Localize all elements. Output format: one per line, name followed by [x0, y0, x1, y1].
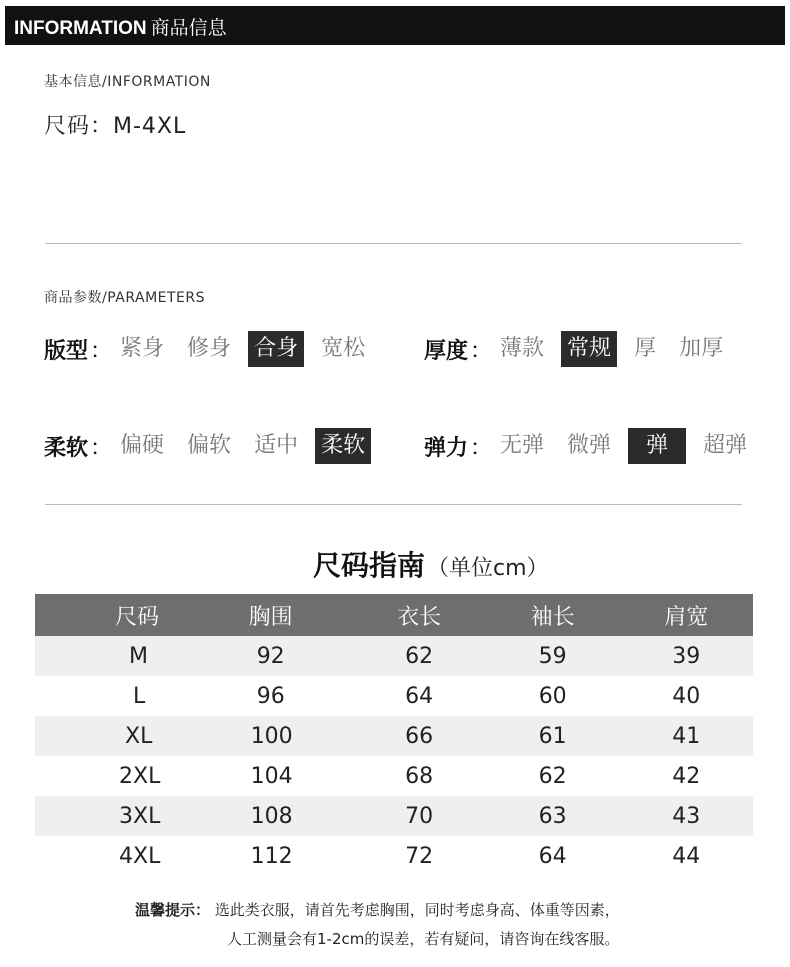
table-row	[35, 796, 753, 836]
table-cell: 100	[250, 723, 293, 749]
table-cell: M	[129, 643, 148, 669]
param-option: 加厚	[679, 336, 724, 361]
header-cell: 胸围	[248, 604, 293, 630]
param-option-selected: 合身	[248, 331, 304, 367]
size-guide-title	[313, 544, 549, 584]
table-cell: 63	[538, 803, 567, 829]
header-title-cn: 商品信息	[150, 17, 227, 39]
header-cell: 尺码	[115, 604, 160, 630]
table-cell: 108	[250, 803, 293, 829]
table-cell: 44	[672, 843, 701, 869]
divider-bottom	[45, 504, 742, 505]
param-name: 版型	[44, 338, 89, 364]
table-cell: 72	[405, 843, 434, 869]
param-option: 适中	[254, 433, 299, 458]
table-row	[35, 676, 753, 716]
param-name: 柔软	[44, 435, 89, 461]
param-row-elasticity: 弹力 ： 无弹 微弹 弹 超弹	[424, 428, 764, 464]
table-cell: 39	[672, 643, 701, 669]
param-option: 无弹	[500, 433, 545, 458]
header-title	[14, 13, 227, 40]
table-cell: 112	[250, 843, 293, 869]
table-cell: 2XL	[119, 763, 161, 789]
header-cell: 衣长	[397, 604, 442, 630]
param-row-fit: 版型 ： 紧身 修身 合身 宽松	[44, 331, 382, 367]
table-cell: 62	[405, 643, 434, 669]
param-option: 宽松	[321, 336, 366, 361]
table-cell: 64	[538, 843, 567, 869]
header-bar	[5, 6, 785, 45]
param-option: 偏硬	[120, 433, 165, 458]
table-cell: 61	[538, 723, 567, 749]
param-option-selected: 弹	[628, 428, 686, 464]
table-cell: 68	[405, 763, 434, 789]
table-cell: 3XL	[119, 803, 161, 829]
param-name: 厚度	[424, 338, 469, 364]
header-title-en: INFORMATION	[14, 18, 147, 39]
table-row	[35, 756, 753, 796]
table-cell: 41	[672, 723, 701, 749]
tip-line-2: 人工测量会有1-2cm的误差，若有疑问，请咨询在线客服。	[227, 930, 620, 948]
param-option: 薄款	[500, 336, 545, 361]
param-name: 弹力	[424, 435, 469, 461]
table-header	[35, 594, 753, 636]
table-cell: 43	[672, 803, 701, 829]
header-cell: 袖长	[530, 604, 575, 630]
param-option-selected: 常规	[561, 331, 617, 367]
table-cell: 4XL	[119, 843, 161, 869]
table-cell: 104	[250, 763, 293, 789]
param-option: 微弹	[567, 433, 612, 458]
table-cell: 64	[405, 683, 434, 709]
param-option: 厚	[634, 336, 657, 361]
tip-line-1	[135, 899, 620, 920]
header-cell: 肩宽	[664, 604, 709, 630]
param-row-thickness: 厚度 ： 薄款 常规 厚 加厚	[424, 331, 740, 367]
table-cell: 92	[256, 643, 285, 669]
param-option: 紧身	[120, 336, 165, 361]
size-guide-heading: 尺码指南	[313, 549, 426, 582]
size-guide-unit: （单位cm）	[427, 556, 549, 581]
param-option: 超弹	[703, 433, 748, 458]
divider-top	[45, 243, 742, 244]
table-cell: 66	[405, 723, 434, 749]
table-row	[35, 636, 753, 676]
table-cell: 60	[538, 683, 567, 709]
param-row-softness: 柔软 ： 偏硬 偏软 适中 柔软	[44, 428, 382, 464]
table-row	[35, 716, 753, 756]
table-cell: 70	[405, 803, 434, 829]
table-cell: XL	[125, 723, 153, 749]
params-section-label: 商品参数/PARAMETERS	[44, 290, 206, 306]
size-table	[35, 594, 753, 876]
info-section-label: 基本信息/INFORMATION	[44, 74, 211, 90]
tip-text-1: 选此类衣服，请首先考虑胸围，同时考虑身高、体重等因素，	[214, 901, 620, 919]
table-cell: 40	[672, 683, 701, 709]
table-cell: 96	[256, 683, 285, 709]
table-cell: 42	[672, 763, 701, 789]
tip-label: 温馨提示：	[135, 901, 211, 919]
param-option: 修身	[187, 336, 232, 361]
table-cell: 62	[538, 763, 567, 789]
table-cell: L	[133, 683, 146, 709]
size-range: 尺码：M-4XL	[44, 114, 187, 139]
table-cell: 59	[538, 643, 567, 669]
param-option: 偏软	[187, 433, 232, 458]
param-option-selected: 柔软	[315, 428, 371, 464]
table-row	[35, 836, 753, 876]
